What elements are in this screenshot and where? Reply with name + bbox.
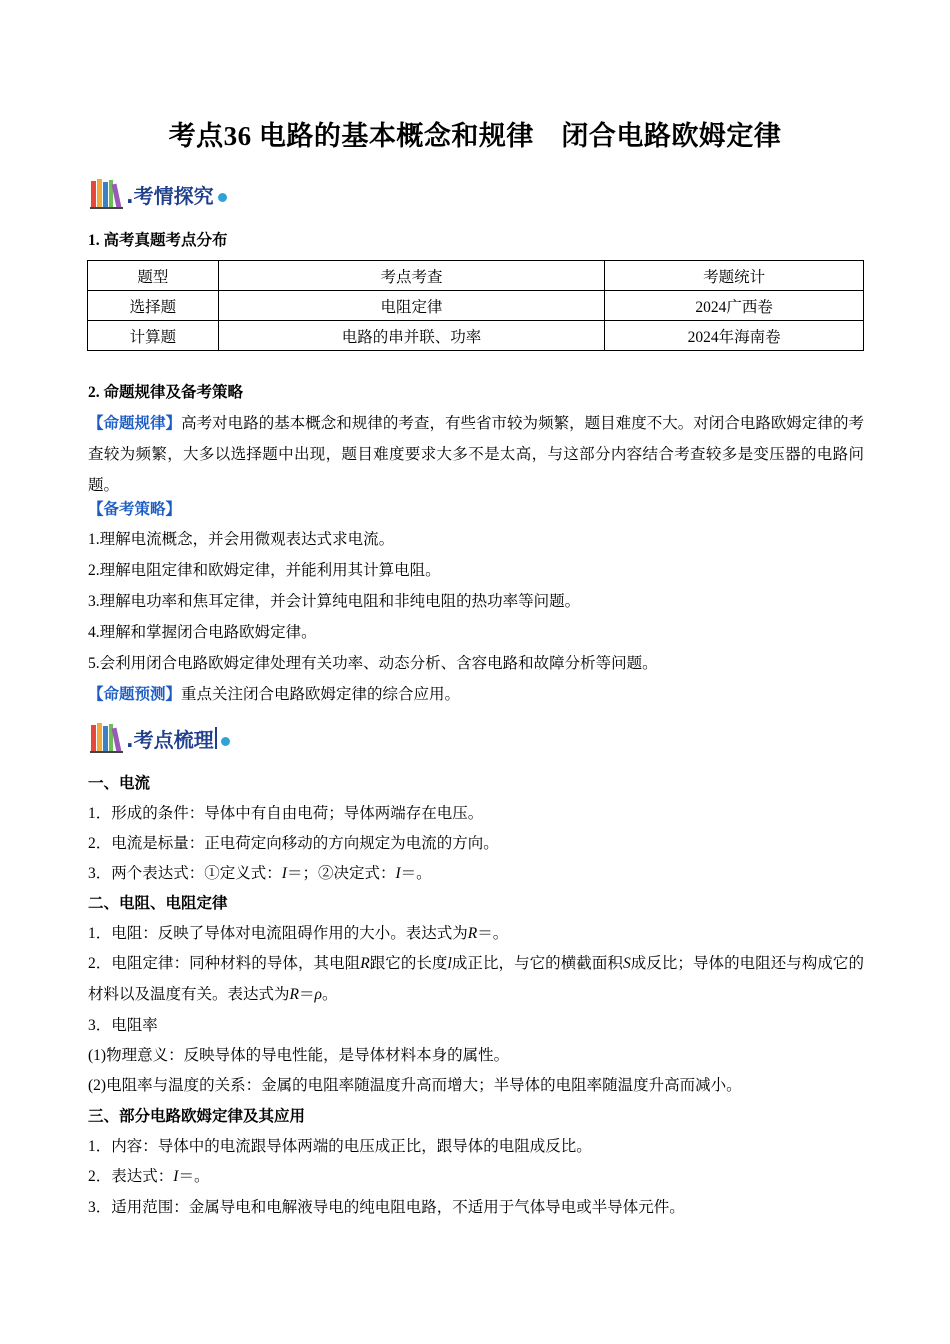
text-line: 1．内容：导体中的电流跟导体两端的电压成正比，跟导体的电阻成反比。: [88, 1138, 592, 1155]
banner-label: .考点梳理: [126, 727, 214, 752]
text-line: 3．适用范围：金属导电和电解液导电的纯电阻电路，不适用于气体导电或半导体元件。: [88, 1199, 685, 1216]
strategy-item: 3.理解电功率和焦耳定律，并会计算纯电阻和非纯电阻的热功率等问题。: [88, 593, 581, 610]
table-header-row: [88, 261, 864, 291]
prediction-tag: 【命题预测】: [88, 686, 182, 703]
rule-text: 高考对电路的基本概念和规律的考查，有些省市较为频繁，题目难度不大。对闭合电路欧姆定律的考查较为频繁，大多以选择题中出现，题目难度要求大多不是太高，与这部分内容结合考查较多是变压器的电路问题。: [88, 415, 864, 494]
text-line: (1)物理意义：反映导体的导电性能，是导体材料本身的属性。: [88, 1047, 510, 1064]
section-banner-exam-analysis: [90, 176, 227, 212]
table-cell: 2024广西卷: [605, 291, 864, 321]
books-icon: [90, 722, 124, 754]
section-heading: 1. 高考真题考点分布: [88, 232, 228, 249]
text-cursor: [215, 727, 217, 749]
strategy-item: 5.会利用闭合电路欧姆定律处理有关功率、动态分析、含容电路和故障分析等问题。: [88, 655, 658, 672]
section-banner-key-points: [90, 720, 230, 756]
table-cell: 选择题: [88, 291, 219, 321]
text-line: 1．形成的条件：导体中有自由电荷；导体两端存在电压。: [88, 805, 484, 822]
text-line: 2．电流是标量：正电荷定向移动的方向规定为电流的方向。: [88, 835, 499, 852]
exam-distribution-table: [87, 260, 864, 351]
prediction-line: [88, 679, 864, 710]
banner-dot: [218, 193, 227, 202]
rule-tag: 【命题规律】: [88, 415, 182, 432]
rule-paragraph: [88, 408, 864, 501]
part-heading: 二、电阻、电阻定律: [88, 895, 228, 912]
text-line: 3．两个表达式：①定义式：I＝；②决定式：I＝。: [88, 865, 432, 882]
text-line: (2)电阻率与温度的关系：金属的电阻率随温度升高而增大；半导体的电阻率随温度升高而减小。: [88, 1077, 742, 1094]
strategy-item: 1.理解电流概念，并会用微观表达式求电流。: [88, 531, 395, 548]
strategy-item: 4.理解和掌握闭合电路欧姆定律。: [88, 624, 317, 641]
books-icon: [90, 178, 124, 210]
table-row: [88, 291, 864, 321]
banner-label: .考情探究: [126, 183, 214, 208]
prediction-text: 重点关注闭合电路欧姆定律的综合应用。: [181, 686, 461, 703]
table-header: 考题统计: [605, 261, 864, 291]
table-header: 考点考查: [218, 261, 605, 291]
text-paragraph: 2．电阻定律：同种材料的导体，其电阻R跟它的长度l成正比，与它的横截面积S成反比；导体的电阻还与构成它的材料以及温度有关。表达式为R＝ρ。: [88, 955, 864, 1003]
table-cell: 2024年海南卷: [605, 321, 864, 351]
strategy-tag: 【备考策略】: [88, 501, 182, 518]
part-heading: 一、电流: [88, 775, 151, 792]
table-cell: 电阻定律: [218, 291, 605, 321]
table-cell: 计算题: [88, 321, 219, 351]
text-line: 3．电阻率: [88, 1017, 158, 1034]
text-line: 1．电阻：反映了导体对电流阻碍作用的大小。表达式为R＝。: [88, 925, 509, 942]
text-line: 2．表达式：I＝。: [88, 1168, 210, 1185]
table-header: 题型: [88, 261, 219, 291]
strategy-item: 2.理解电阻定律和欧姆定律，并能利用其计算电阻。: [88, 562, 441, 579]
table-row: [88, 321, 864, 351]
table-cell: 电路的串并联、功率: [218, 321, 605, 351]
section-heading: 2. 命题规律及备考策略: [88, 384, 244, 401]
part-heading: 三、部分电路欧姆定律及其应用: [88, 1108, 306, 1125]
banner-dot: [221, 737, 230, 746]
page-title: 考点36 电路的基本概念和规律 闭合电路欧姆定律: [168, 121, 782, 151]
